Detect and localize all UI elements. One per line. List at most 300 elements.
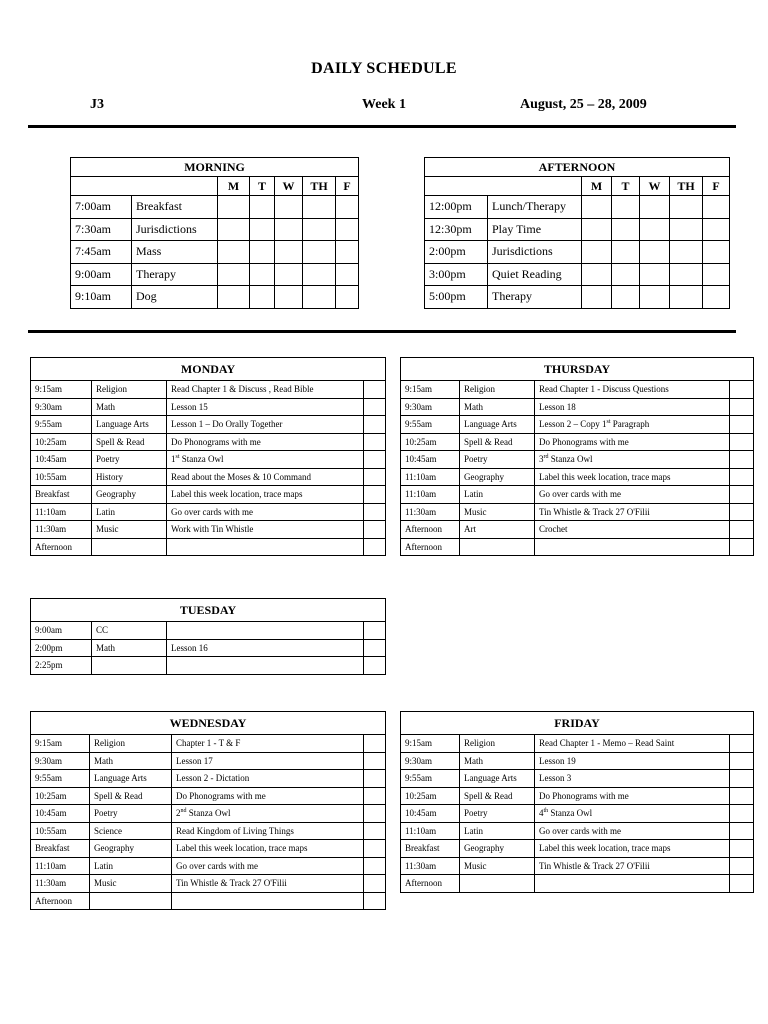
- monday-time: 9:30am: [31, 398, 92, 416]
- ordinal-suffix: th: [543, 808, 549, 815]
- morning-check-cell: [218, 286, 250, 309]
- monday-subject: Music: [92, 521, 167, 539]
- thursday-check-cell: [730, 503, 754, 521]
- morning-row: [71, 263, 359, 286]
- afternoon-activity: Quiet Reading: [488, 263, 582, 286]
- thursday-time: Afternoon: [401, 521, 460, 539]
- monday-subject: Language Arts: [92, 416, 167, 434]
- friday-task: Go over cards with me: [535, 822, 730, 840]
- task-text: Stanza Owl: [181, 454, 224, 465]
- afternoon-activity: Lunch/Therapy: [488, 196, 582, 219]
- monday-time: 10:25am: [31, 433, 92, 451]
- monday-task: [167, 451, 364, 469]
- afternoon-check-cell: [640, 196, 670, 219]
- monday-time: Afternoon: [31, 538, 92, 556]
- afternoon-check-cell: [703, 196, 730, 219]
- afternoon-day-m: M: [582, 177, 612, 196]
- friday-subject: [460, 875, 535, 893]
- wednesday-check-cell: [364, 875, 386, 893]
- tuesday-time: 9:00am: [31, 622, 92, 640]
- thursday-task: [535, 538, 730, 556]
- friday-subject: Poetry: [460, 805, 535, 823]
- monday-check-cell: [364, 521, 386, 539]
- afternoon-day-w: W: [640, 177, 670, 196]
- tuesday-row: [31, 622, 386, 640]
- morning-check-cell: [275, 196, 303, 219]
- afternoon-check-cell: [582, 241, 612, 264]
- ordinal-number: 4: [539, 808, 544, 819]
- thursday-table: [400, 357, 754, 556]
- thursday-rows: [401, 381, 754, 556]
- morning-check-cell: [218, 241, 250, 264]
- thursday-task: [535, 451, 730, 469]
- wednesday-check-cell: [364, 892, 386, 910]
- wednesday-row: [31, 822, 386, 840]
- thursday-check-cell: [730, 416, 754, 434]
- thursday-subject: [460, 538, 535, 556]
- afternoon-check-cell: [703, 241, 730, 264]
- wednesday-task: Lesson 17: [172, 752, 364, 770]
- afternoon-time: 3:00pm: [425, 263, 488, 286]
- monday-task: Go over cards with me: [167, 503, 364, 521]
- friday-row: [401, 857, 754, 875]
- monday-row: [31, 398, 386, 416]
- week-label: Week 1: [362, 97, 406, 112]
- thursday-row: [401, 398, 754, 416]
- wednesday-subject: Spell & Read: [90, 787, 172, 805]
- monday-time: 9:15am: [31, 381, 92, 399]
- afternoon-check-cell: [640, 286, 670, 309]
- afternoon-day-th: TH: [670, 177, 703, 196]
- afternoon-title: AFTERNOON: [425, 158, 730, 177]
- afternoon-check-cell: [612, 218, 640, 241]
- wednesday-time: 9:55am: [31, 770, 90, 788]
- morning-row: [71, 286, 359, 309]
- friday-check-cell: [730, 735, 754, 753]
- thursday-row: [401, 433, 754, 451]
- thursday-time: Afternoon: [401, 538, 460, 556]
- tuesday-check-cell: [364, 622, 386, 640]
- afternoon-check-cell: [582, 218, 612, 241]
- thursday-subject: Language Arts: [460, 416, 535, 434]
- monday-time: 10:55am: [31, 468, 92, 486]
- ordinal-suffix: st: [606, 419, 611, 426]
- friday-task: Read Chapter 1 - Memo – Read Saint: [535, 735, 730, 753]
- friday-task: Label this week location, trace maps: [535, 840, 730, 858]
- afternoon-rows: [425, 196, 730, 309]
- tuesday-subject: [92, 657, 167, 675]
- morning-check-cell: [336, 218, 359, 241]
- ordinal-suffix: st: [175, 454, 180, 461]
- morning-activity: Breakfast: [132, 196, 218, 219]
- thursday-row: [401, 486, 754, 504]
- thursday-check-cell: [730, 433, 754, 451]
- monday-title: MONDAY: [31, 358, 386, 381]
- wednesday-task: Do Phonograms with me: [172, 787, 364, 805]
- ordinal-suffix: nd: [180, 808, 187, 815]
- friday-row: [401, 805, 754, 823]
- wednesday-row: [31, 735, 386, 753]
- friday-subject: Math: [460, 752, 535, 770]
- friday-row: [401, 875, 754, 893]
- morning-day-f: F: [336, 177, 359, 196]
- morning-time: 7:30am: [71, 218, 132, 241]
- morning-check-cell: [218, 218, 250, 241]
- afternoon-row: [425, 241, 730, 264]
- wednesday-task: [172, 892, 364, 910]
- tuesday-subject: Math: [92, 639, 167, 657]
- afternoon-check-cell: [582, 286, 612, 309]
- monday-subject: Poetry: [92, 451, 167, 469]
- friday-task: [535, 805, 730, 823]
- thursday-row: [401, 538, 754, 556]
- thursday-row: [401, 503, 754, 521]
- thursday-subject: Art: [460, 521, 535, 539]
- friday-time: 11:30am: [401, 857, 460, 875]
- wednesday-time: 10:55am: [31, 822, 90, 840]
- afternoon-check-cell: [612, 196, 640, 219]
- afternoon-row: [425, 218, 730, 241]
- friday-check-cell: [730, 875, 754, 893]
- monday-row: [31, 503, 386, 521]
- wednesday-task: [172, 805, 364, 823]
- monday-row: [31, 416, 386, 434]
- wednesday-time: Afternoon: [31, 892, 90, 910]
- wednesday-task: Read Kingdom of Living Things: [172, 822, 364, 840]
- afternoon-day-t: T: [612, 177, 640, 196]
- monday-subject: Spell & Read: [92, 433, 167, 451]
- monday-check-cell: [364, 468, 386, 486]
- wednesday-task: Tin Whistle & Track 27 O'Filii: [172, 875, 364, 893]
- thursday-check-cell: [730, 538, 754, 556]
- thursday-time: 9:30am: [401, 398, 460, 416]
- afternoon-activity: Play Time: [488, 218, 582, 241]
- afternoon-check-cell: [640, 218, 670, 241]
- thursday-task: Tin Whistle & Track 27 O'Filii: [535, 503, 730, 521]
- afternoon-activity: Therapy: [488, 286, 582, 309]
- thursday-time: 9:15am: [401, 381, 460, 399]
- afternoon-check-cell: [670, 196, 703, 219]
- friday-title: FRIDAY: [401, 712, 754, 735]
- afternoon-row: [425, 263, 730, 286]
- morning-day-th: TH: [303, 177, 336, 196]
- tuesday-time: 2:25pm: [31, 657, 92, 675]
- tuesday-row: [31, 639, 386, 657]
- tuesday-table: [30, 598, 386, 675]
- morning-check-cell: [275, 263, 303, 286]
- thursday-row: [401, 381, 754, 399]
- wednesday-time: 9:30am: [31, 752, 90, 770]
- wednesday-check-cell: [364, 787, 386, 805]
- wednesday-task: Label this week location, trace maps: [172, 840, 364, 858]
- page-title: DAILY SCHEDULE: [311, 60, 457, 77]
- thursday-title: THURSDAY: [401, 358, 754, 381]
- morning-blank-header: [71, 177, 218, 196]
- friday-rows: [401, 735, 754, 893]
- morning-activity: Jurisdictions: [132, 218, 218, 241]
- morning-check-cell: [250, 286, 275, 309]
- friday-time: 9:15am: [401, 735, 460, 753]
- morning-rows: [71, 196, 359, 309]
- thursday-task: Label this week location, trace maps: [535, 468, 730, 486]
- friday-time: 9:55am: [401, 770, 460, 788]
- friday-subject: Latin: [460, 822, 535, 840]
- friday-row: [401, 787, 754, 805]
- morning-check-cell: [275, 218, 303, 241]
- friday-task: Lesson 19: [535, 752, 730, 770]
- monday-row: [31, 381, 386, 399]
- wednesday-check-cell: [364, 770, 386, 788]
- monday-time: 11:10am: [31, 503, 92, 521]
- monday-check-cell: [364, 486, 386, 504]
- monday-subject: Geography: [92, 486, 167, 504]
- thursday-row: [401, 468, 754, 486]
- thursday-task: Go over cards with me: [535, 486, 730, 504]
- morning-check-cell: [250, 263, 275, 286]
- wednesday-row: [31, 875, 386, 893]
- morning-check-cell: [218, 263, 250, 286]
- wednesday-time: 11:30am: [31, 875, 90, 893]
- monday-task: Read Chapter 1 & Discuss , Read Bible: [167, 381, 364, 399]
- thursday-row: [401, 416, 754, 434]
- afternoon-check-cell: [670, 241, 703, 264]
- friday-table: [400, 711, 754, 893]
- monday-subject: [92, 538, 167, 556]
- wednesday-subject: Math: [90, 752, 172, 770]
- morning-check-cell: [275, 241, 303, 264]
- wednesday-time: 10:45am: [31, 805, 90, 823]
- wednesday-check-cell: [364, 805, 386, 823]
- wednesday-time: 9:15am: [31, 735, 90, 753]
- thursday-task: Do Phonograms with me: [535, 433, 730, 451]
- friday-time: 10:25am: [401, 787, 460, 805]
- thursday-row: [401, 451, 754, 469]
- wednesday-title: WEDNESDAY: [31, 712, 386, 735]
- thursday-task: Read Chapter 1 - Discuss Questions: [535, 381, 730, 399]
- wednesday-row: [31, 840, 386, 858]
- wednesday-row: [31, 770, 386, 788]
- middle-divider: [28, 330, 736, 333]
- wednesday-task: Lesson 2 - Dictation: [172, 770, 364, 788]
- friday-time: Breakfast: [401, 840, 460, 858]
- friday-time: 11:10am: [401, 822, 460, 840]
- friday-row: [401, 840, 754, 858]
- monday-check-cell: [364, 416, 386, 434]
- tuesday-title: TUESDAY: [31, 599, 386, 622]
- tuesday-rows: [31, 622, 386, 675]
- tuesday-time: 2:00pm: [31, 639, 92, 657]
- friday-row: [401, 735, 754, 753]
- morning-day-w: W: [275, 177, 303, 196]
- morning-check-cell: [303, 263, 336, 286]
- thursday-task: Crochet: [535, 521, 730, 539]
- ordinal-number: 3: [539, 454, 544, 465]
- monday-check-cell: [364, 381, 386, 399]
- morning-time: 9:10am: [71, 286, 132, 309]
- friday-subject: Language Arts: [460, 770, 535, 788]
- tuesday-task: [167, 657, 364, 675]
- afternoon-time: 12:30pm: [425, 218, 488, 241]
- thursday-task: [535, 416, 730, 434]
- thursday-time: 11:10am: [401, 468, 460, 486]
- thursday-subject: Religion: [460, 381, 535, 399]
- monday-subject: Latin: [92, 503, 167, 521]
- afternoon-check-cell: [703, 286, 730, 309]
- thursday-subject: Poetry: [460, 451, 535, 469]
- tuesday-row: [31, 657, 386, 675]
- monday-check-cell: [364, 538, 386, 556]
- tuesday-subject: CC: [92, 622, 167, 640]
- ordinal-number: 1: [171, 454, 176, 465]
- ordinal-suffix: rd: [543, 454, 549, 461]
- morning-time: 7:45am: [71, 241, 132, 264]
- friday-check-cell: [730, 770, 754, 788]
- monday-check-cell: [364, 451, 386, 469]
- morning-day-t: T: [250, 177, 275, 196]
- thursday-subject: Math: [460, 398, 535, 416]
- afternoon-blank-header: [425, 177, 582, 196]
- monday-row: [31, 521, 386, 539]
- morning-check-cell: [218, 196, 250, 219]
- afternoon-check-cell: [670, 218, 703, 241]
- afternoon-time: 5:00pm: [425, 286, 488, 309]
- afternoon-row: [425, 196, 730, 219]
- friday-check-cell: [730, 857, 754, 875]
- wednesday-row: [31, 787, 386, 805]
- tuesday-task: [167, 622, 364, 640]
- tuesday-task: Lesson 16: [167, 639, 364, 657]
- wednesday-check-cell: [364, 840, 386, 858]
- wednesday-time: Breakfast: [31, 840, 90, 858]
- afternoon-check-cell: [582, 196, 612, 219]
- friday-task: Tin Whistle & Track 27 O'Filii: [535, 857, 730, 875]
- thursday-subject: Geography: [460, 468, 535, 486]
- monday-check-cell: [364, 503, 386, 521]
- monday-time: 10:45am: [31, 451, 92, 469]
- date-range: August, 25 – 28, 2009: [520, 97, 647, 112]
- monday-subject: Religion: [92, 381, 167, 399]
- morning-time: 9:00am: [71, 263, 132, 286]
- monday-task: Label this week location, trace maps: [167, 486, 364, 504]
- thursday-time: 9:55am: [401, 416, 460, 434]
- monday-check-cell: [364, 433, 386, 451]
- friday-check-cell: [730, 787, 754, 805]
- friday-task: Lesson 3: [535, 770, 730, 788]
- morning-check-cell: [250, 218, 275, 241]
- wednesday-row: [31, 857, 386, 875]
- thursday-time: 11:10am: [401, 486, 460, 504]
- task-text-after: Paragraph: [610, 419, 650, 430]
- thursday-subject: Music: [460, 503, 535, 521]
- thursday-time: 11:30am: [401, 503, 460, 521]
- wednesday-subject: Music: [90, 875, 172, 893]
- monday-time: 9:55am: [31, 416, 92, 434]
- monday-row: [31, 538, 386, 556]
- thursday-time: 10:25am: [401, 433, 460, 451]
- monday-check-cell: [364, 398, 386, 416]
- monday-task: Do Phonograms with me: [167, 433, 364, 451]
- wednesday-subject: Religion: [90, 735, 172, 753]
- afternoon-check-cell: [612, 263, 640, 286]
- morning-row: [71, 196, 359, 219]
- student-name: J3: [90, 97, 104, 112]
- monday-task: Lesson 15: [167, 398, 364, 416]
- thursday-time: 10:45am: [401, 451, 460, 469]
- friday-check-cell: [730, 752, 754, 770]
- morning-check-cell: [336, 196, 359, 219]
- thursday-check-cell: [730, 381, 754, 399]
- afternoon-activity: Jurisdictions: [488, 241, 582, 264]
- friday-subject: Religion: [460, 735, 535, 753]
- morning-activity: Dog: [132, 286, 218, 309]
- task-text: Stanza Owl: [550, 454, 593, 465]
- friday-subject: Music: [460, 857, 535, 875]
- monday-row: [31, 433, 386, 451]
- thursday-check-cell: [730, 451, 754, 469]
- afternoon-check-cell: [640, 263, 670, 286]
- wednesday-check-cell: [364, 735, 386, 753]
- wednesday-row: [31, 805, 386, 823]
- wednesday-subject: Geography: [90, 840, 172, 858]
- morning-row: [71, 218, 359, 241]
- afternoon-check-cell: [640, 241, 670, 264]
- monday-time: Breakfast: [31, 486, 92, 504]
- top-divider: [28, 125, 736, 128]
- morning-check-cell: [336, 263, 359, 286]
- wednesday-table: [30, 711, 386, 910]
- monday-row: [31, 468, 386, 486]
- friday-subject: Spell & Read: [460, 787, 535, 805]
- wednesday-time: 10:25am: [31, 787, 90, 805]
- morning-day-m: M: [218, 177, 250, 196]
- friday-row: [401, 752, 754, 770]
- wednesday-row: [31, 892, 386, 910]
- afternoon-time: 12:00pm: [425, 196, 488, 219]
- wednesday-time: 11:10am: [31, 857, 90, 875]
- afternoon-check-cell: [670, 263, 703, 286]
- friday-check-cell: [730, 840, 754, 858]
- wednesday-subject: Science: [90, 822, 172, 840]
- afternoon-table: [424, 157, 730, 309]
- thursday-task: Lesson 18: [535, 398, 730, 416]
- wednesday-row: [31, 752, 386, 770]
- thursday-check-cell: [730, 468, 754, 486]
- morning-check-cell: [303, 286, 336, 309]
- friday-row: [401, 770, 754, 788]
- monday-row: [31, 486, 386, 504]
- morning-check-cell: [303, 241, 336, 264]
- friday-time: 9:30am: [401, 752, 460, 770]
- morning-check-cell: [250, 241, 275, 264]
- wednesday-subject: Language Arts: [90, 770, 172, 788]
- thursday-row: [401, 521, 754, 539]
- afternoon-check-cell: [612, 241, 640, 264]
- wednesday-check-cell: [364, 822, 386, 840]
- friday-check-cell: [730, 805, 754, 823]
- wednesday-subject: Poetry: [90, 805, 172, 823]
- wednesday-rows: [31, 735, 386, 910]
- thursday-subject: Spell & Read: [460, 433, 535, 451]
- thursday-check-cell: [730, 486, 754, 504]
- morning-row: [71, 241, 359, 264]
- thursday-check-cell: [730, 398, 754, 416]
- wednesday-check-cell: [364, 857, 386, 875]
- morning-activity: Therapy: [132, 263, 218, 286]
- wednesday-task: Go over cards with me: [172, 857, 364, 875]
- monday-task: Work with Tin Whistle: [167, 521, 364, 539]
- morning-title: MORNING: [71, 158, 359, 177]
- monday-subject: Math: [92, 398, 167, 416]
